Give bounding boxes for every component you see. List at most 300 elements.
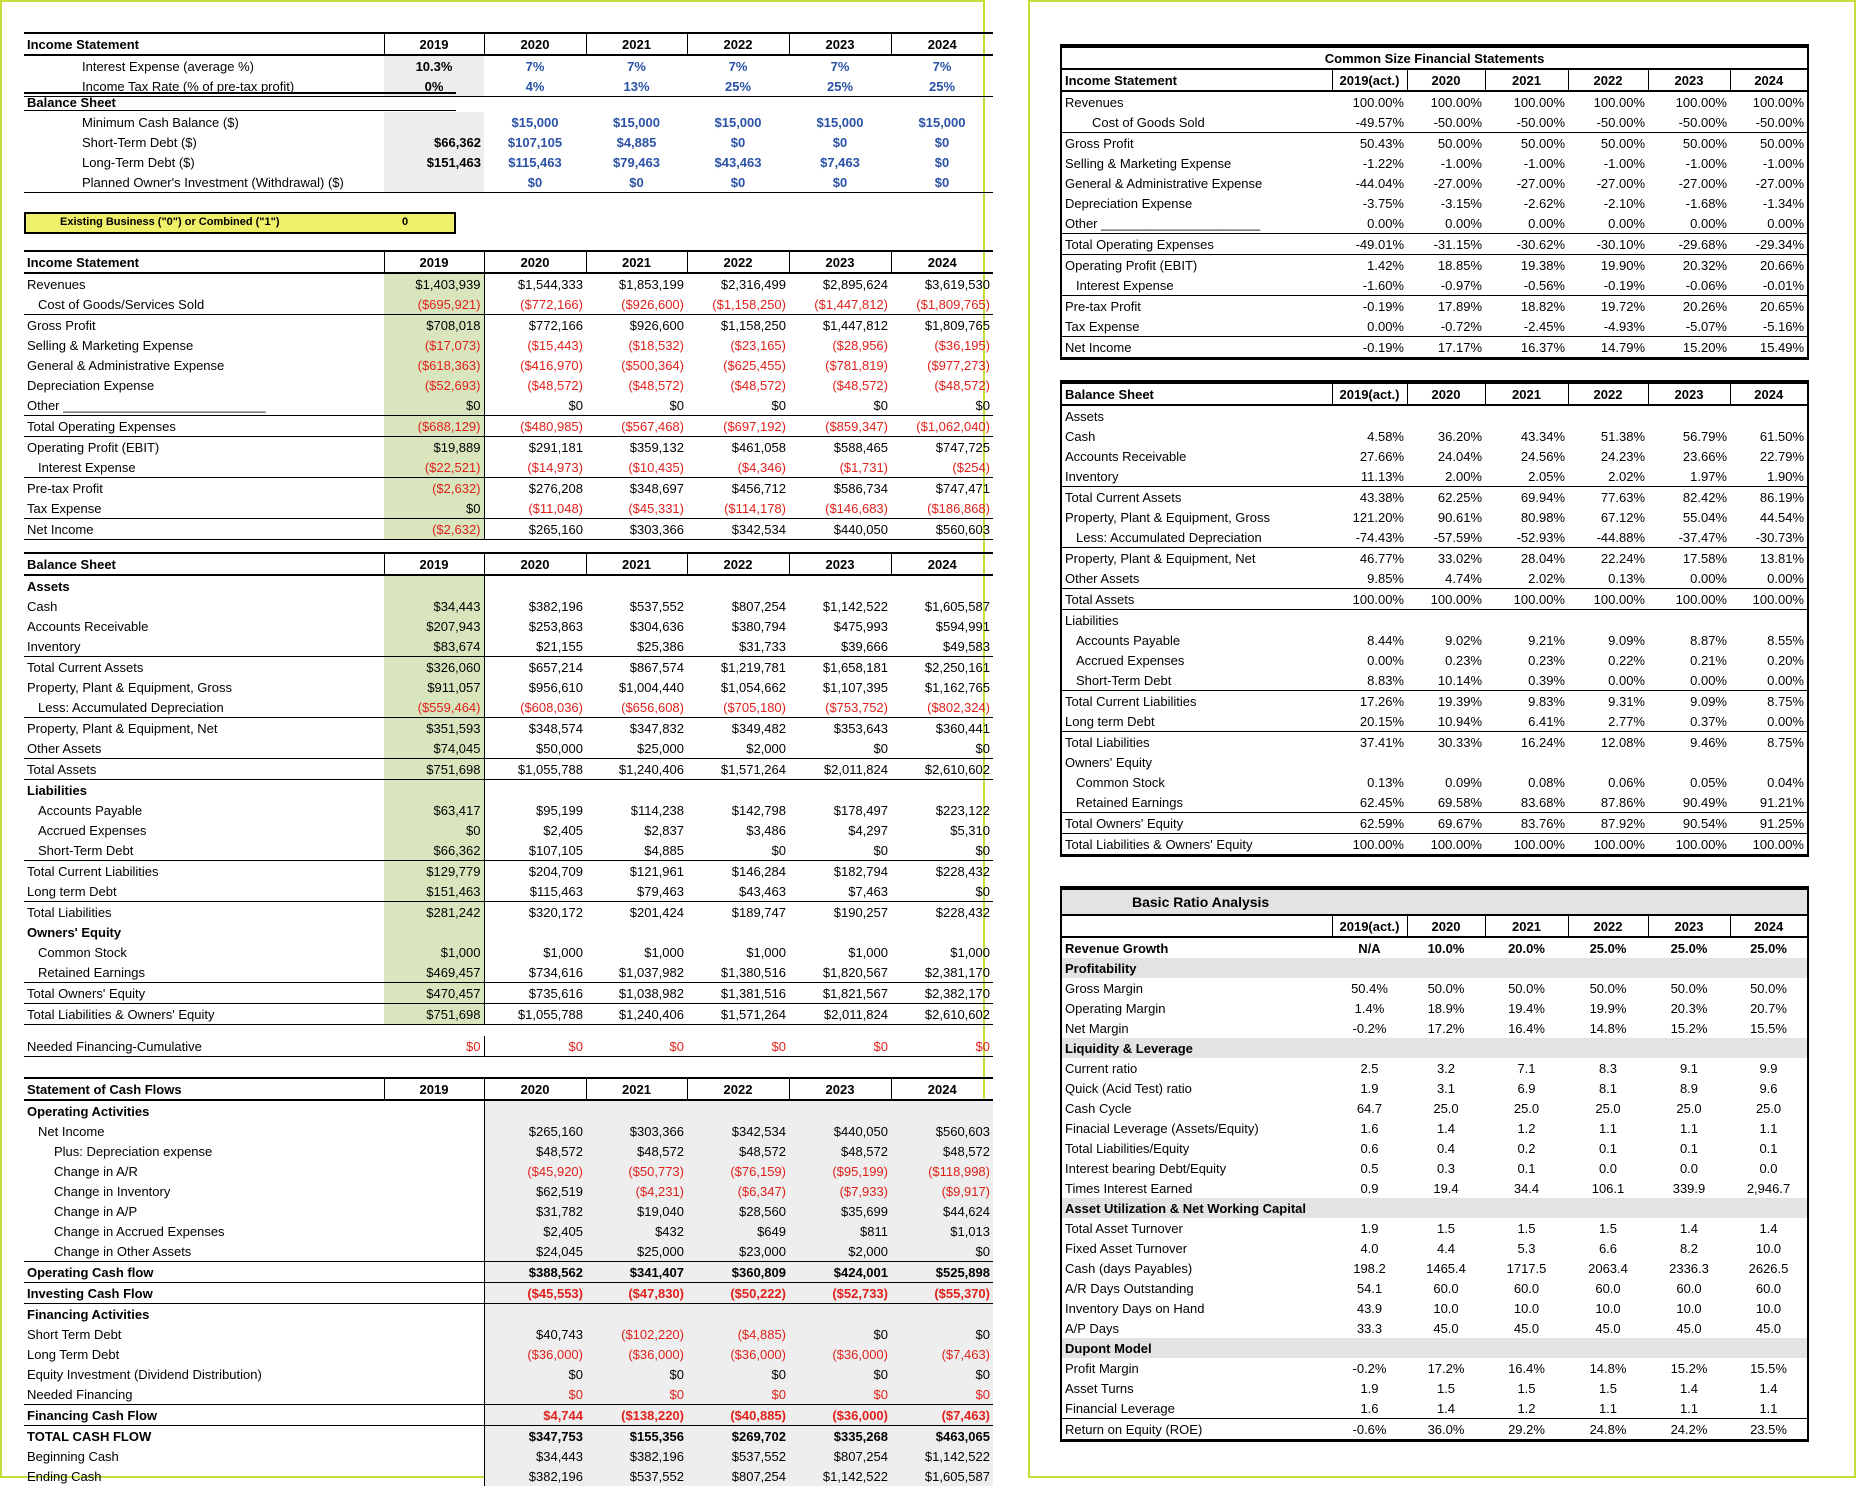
- table-row: [1062, 937, 1807, 958]
- cell-value: 10.94%: [1437, 713, 1482, 729]
- cell-value[interactable]: $0: [934, 154, 950, 170]
- cell-value: 0.4: [1436, 1140, 1456, 1156]
- cell-value: ($28,956): [832, 337, 888, 353]
- cell-value: $1,853,199: [618, 276, 684, 292]
- cell-value: ($695,921): [384, 294, 484, 315]
- cell-value: -29.34%: [1730, 234, 1807, 255]
- cell-value: $107,105: [484, 840, 586, 861]
- cell-value: 45.0: [1676, 1320, 1702, 1336]
- cell-value: [384, 780, 484, 801]
- table-row: [24, 1121, 993, 1141]
- cell-value: [687, 1100, 789, 1121]
- cell-value: ($47,830): [586, 1283, 687, 1304]
- cell-value: ($138,220): [586, 1405, 687, 1426]
- cell-value: 1.4: [1679, 1220, 1699, 1236]
- cell-value: 11.13%: [1360, 468, 1404, 484]
- cell-value: 17.89%: [1407, 296, 1485, 317]
- cell-value: 100.00%: [1730, 834, 1807, 855]
- common-size-balance-table-header-row: [1062, 383, 1807, 405]
- cell-value: ($608,036): [484, 697, 586, 718]
- table-row: [1062, 1158, 1807, 1178]
- table-row: [1062, 1338, 1807, 1358]
- cell-value: [384, 1262, 484, 1283]
- cell-value: 8.55%: [1767, 632, 1804, 648]
- header-year: 2021: [1485, 383, 1568, 405]
- header-label: [1062, 915, 1332, 937]
- table-row: [24, 1221, 993, 1241]
- cell-value: $807,254: [789, 1446, 891, 1466]
- row-label-retained-earnings: Retained Earnings: [38, 964, 145, 980]
- cell-value: 62.59%: [1332, 813, 1407, 834]
- cell-value[interactable]: $0: [484, 172, 586, 193]
- table-row: [24, 861, 993, 882]
- cell-value[interactable]: $0: [934, 134, 950, 150]
- cell-value: [384, 1221, 484, 1241]
- header-year: 2023: [789, 1078, 891, 1100]
- cell-value[interactable]: $15,000: [918, 114, 966, 130]
- cell-value[interactable]: $15,000: [613, 114, 660, 130]
- cell-value: $867,574: [586, 657, 687, 678]
- cell-value: ($7,933): [789, 1181, 891, 1201]
- cell-value: $48,572: [789, 1141, 891, 1161]
- cell-value: $2,895,624: [822, 276, 888, 292]
- row-label-change-in-a-p: Change in A/P: [54, 1203, 138, 1219]
- cell-value: $281,242: [384, 902, 484, 923]
- cell-value: -1.34%: [1762, 195, 1805, 211]
- row-label-total-owners-equity: Total Owners' Equity: [1062, 813, 1332, 834]
- cell-value: $440,050: [789, 519, 891, 540]
- needed-financing-table: [24, 1036, 993, 1057]
- cell-value: 0.09%: [1445, 774, 1482, 790]
- cell-value: $1,571,264: [687, 1004, 789, 1025]
- cell-value: [1730, 405, 1807, 426]
- cell-value: $807,254: [731, 598, 786, 614]
- cell-value: 8.3: [1598, 1060, 1618, 1076]
- cell-value: 1.4: [1436, 1120, 1456, 1136]
- cell-value[interactable]: $7,463: [820, 154, 860, 170]
- cell-value: 0.22%: [1608, 652, 1645, 668]
- cell-value[interactable]: 7%: [627, 58, 646, 74]
- table-row: [24, 1324, 993, 1344]
- cell-value: $48,572: [687, 1141, 789, 1161]
- cell-value: $1,403,939: [384, 273, 484, 294]
- table-row: [1062, 1018, 1807, 1038]
- cell-value: ($36,000): [789, 1344, 891, 1364]
- cell-value[interactable]: 7%: [932, 58, 952, 74]
- cell-value[interactable]: $0: [789, 172, 891, 193]
- cell-value: 60.0: [1676, 1280, 1702, 1296]
- balance-sheet-table: [24, 552, 993, 1025]
- row-label-accounts-receivable: Accounts Receivable: [1065, 448, 1187, 464]
- cell-value: 106.1: [1591, 1180, 1625, 1196]
- cell-value: 0.1: [1598, 1140, 1618, 1156]
- cell-value: 1.5: [1436, 1220, 1456, 1236]
- cell-value: $2,011,824: [789, 759, 891, 780]
- cell-value: $3,619,530: [924, 276, 990, 292]
- cell-value: ($15,443): [484, 335, 586, 355]
- cell-value: 0.13%: [1608, 570, 1645, 586]
- row-label-total-operating-expenses: Total Operating Expenses: [1062, 234, 1332, 255]
- cell-value: $649: [687, 1221, 789, 1241]
- row-label-other: Other ____________________________: [27, 397, 266, 413]
- cell-value[interactable]: 7%: [728, 58, 748, 74]
- row-label-assets: Assets: [1065, 408, 1105, 424]
- cell-value: 2.02%: [1608, 468, 1645, 484]
- row-label-general-administrative-expense: General & Administrative Expense: [1065, 175, 1263, 191]
- cell-value: $1,162,765: [924, 679, 990, 695]
- cell-value: 60.0: [1595, 1280, 1621, 1296]
- cell-value: $0: [873, 397, 888, 413]
- cell-value: ($6,347): [687, 1181, 789, 1201]
- cell-value: 28.04%: [1485, 548, 1568, 569]
- cell-value[interactable]: $107,105: [507, 134, 563, 150]
- table-row: [24, 1181, 993, 1201]
- cell-value: 18.85%: [1407, 255, 1485, 276]
- cell-value: [1332, 610, 1407, 631]
- cell-value: ($4,885): [687, 1324, 789, 1344]
- cell-value: $1,658,181: [789, 657, 891, 678]
- table-row: [1062, 1419, 1807, 1440]
- cell-value: 10.0: [1755, 1300, 1782, 1316]
- cell-value: 24.04%: [1437, 448, 1482, 464]
- cell-value[interactable]: $0: [891, 172, 993, 193]
- row-label-planned-owner-s-investment-withdrawal: Planned Owner's Investment (Withdrawal) ($): [24, 172, 384, 193]
- existing-business-value[interactable]: 0: [402, 216, 409, 228]
- cell-value: [1648, 1038, 1730, 1058]
- row-label-total-liabilities-owners-equity: Total Liabilities & Owners' Equity: [1062, 834, 1332, 855]
- cell-value: 1.1: [1759, 1120, 1778, 1136]
- table-row: [1062, 752, 1807, 772]
- cell-value: $1,821,567: [789, 983, 891, 1004]
- row-label-total-current-liabilities: Total Current Liabilities: [24, 861, 384, 882]
- cell-value: -1.00%: [1603, 155, 1645, 171]
- table-row: [1062, 1318, 1807, 1338]
- cell-value: ($500,364): [621, 357, 684, 373]
- cell-value: 27.66%: [1359, 448, 1404, 464]
- cell-value: ($688,129): [384, 416, 484, 437]
- cell-value: -30.10%: [1568, 234, 1648, 255]
- cell-value[interactable]: $0: [730, 134, 746, 150]
- row-label-cash: Cash: [27, 598, 58, 614]
- row-label-total-operating-expenses: Total Operating Expenses: [24, 416, 384, 437]
- cell-value[interactable]: $0: [687, 172, 789, 193]
- cell-value: 77.63%: [1568, 487, 1648, 508]
- cell-value: 6.41%: [1528, 713, 1565, 729]
- cell-value: $0: [891, 1241, 993, 1262]
- row-label-plus-depreciation-expense: Plus: Depreciation expense: [54, 1143, 213, 1159]
- row-label-property-plant-equipment-gross: Property, Plant & Equipment, Gross: [1065, 509, 1270, 525]
- cell-value: 0.13%: [1367, 774, 1404, 790]
- cell-value: 18.9%: [1427, 1000, 1465, 1016]
- cell-value: 67.12%: [1600, 509, 1645, 525]
- table-row: [1062, 1118, 1807, 1138]
- cell-value[interactable]: $15,000: [714, 114, 762, 130]
- row-label-short-term-debt: Short-Term Debt: [38, 842, 134, 858]
- cell-value: [484, 780, 586, 801]
- cell-value: 83.68%: [1520, 794, 1565, 810]
- cell-value: ($50,773): [586, 1161, 687, 1181]
- cell-value: 0.1: [1759, 1140, 1778, 1156]
- cell-value: -3.15%: [1440, 195, 1482, 211]
- row-label-less-accumulated-depreciation: Less: Accumulated Depreciation: [1076, 529, 1262, 545]
- header-year: 2020: [1407, 915, 1485, 937]
- cell-value: $146,284: [687, 861, 789, 882]
- cell-value: $1,158,250: [687, 315, 789, 336]
- table-row: [24, 1141, 993, 1161]
- cell-value: [1648, 405, 1730, 426]
- header-year: 2023: [1648, 69, 1730, 91]
- cell-value[interactable]: $15,000: [816, 114, 864, 130]
- cell-value: ($17,073): [384, 335, 484, 355]
- cell-value: $19,889: [384, 437, 484, 458]
- cell-value[interactable]: $0: [586, 172, 687, 193]
- table-row: [1062, 772, 1807, 792]
- cell-value: 0.0: [1759, 1160, 1778, 1176]
- cell-value: $204,709: [484, 861, 586, 882]
- cell-value: 1.4: [1759, 1220, 1778, 1236]
- cell-value: 2.02%: [1528, 570, 1565, 586]
- cell-value: 25.0%: [1670, 940, 1708, 956]
- cell-value: $228,432: [891, 861, 993, 882]
- cell-value: $178,497: [833, 802, 888, 818]
- row-label-beginning-cash: Beginning Cash: [27, 1448, 119, 1464]
- cell-value: ($52,733): [789, 1283, 891, 1304]
- header-year: 2019(act.): [1332, 69, 1407, 91]
- table-row: [1062, 405, 1807, 426]
- cell-value: $62,519: [484, 1181, 586, 1201]
- cell-value[interactable]: 7%: [830, 58, 850, 74]
- cell-value: [586, 1304, 687, 1325]
- cell-value: 0.00%: [1767, 215, 1805, 231]
- cell-value: ($4,346): [737, 459, 786, 475]
- table-row: [24, 1426, 993, 1447]
- cell-value: ($802,324): [927, 699, 990, 715]
- cell-value: 64.7: [1356, 1100, 1383, 1116]
- cell-value[interactable]: $151,463: [384, 152, 484, 172]
- cell-value[interactable]: 13%: [586, 76, 687, 97]
- assumptions-table-header-row: [24, 33, 993, 55]
- cell-value: 198.2: [1353, 1260, 1386, 1276]
- cell-value: ($48,572): [484, 375, 586, 395]
- cell-value[interactable]: 25%: [789, 76, 891, 97]
- row-label-total-assets: Total Assets: [24, 759, 384, 780]
- cell-value: $44,624: [891, 1201, 993, 1221]
- cell-value: [384, 1384, 484, 1405]
- cell-value: -0.19%: [1332, 296, 1407, 317]
- row-label-total-current-assets: Total Current Assets: [24, 657, 384, 678]
- cell-value: ($697,192): [687, 416, 789, 437]
- cell-value: $560,603: [891, 519, 993, 540]
- cell-value: 50.00%: [1407, 133, 1485, 154]
- cell-value: 0.1: [1679, 1140, 1699, 1156]
- cell-value: 1465.4: [1426, 1260, 1466, 1276]
- cell-value: ($186,868): [927, 500, 990, 516]
- cell-value: 9.9: [1759, 1060, 1778, 1076]
- table-row: [24, 457, 993, 478]
- cell-value: [384, 1405, 484, 1426]
- cell-value: $4,744: [484, 1405, 586, 1426]
- cell-value: 9.21%: [1528, 632, 1565, 648]
- cell-value: 29.2%: [1485, 1419, 1568, 1440]
- cell-value[interactable]: $79,463: [613, 154, 660, 170]
- cell-value: [1568, 1198, 1648, 1218]
- cell-value: $1,000: [384, 942, 484, 962]
- cell-value: $456,712: [687, 478, 789, 499]
- row-label-liabilities: Liabilities: [1065, 612, 1119, 628]
- cell-value: ($926,600): [586, 294, 687, 315]
- cell-value: 50.00%: [1568, 133, 1648, 154]
- table-row: [1062, 1238, 1807, 1258]
- cell-value: ($36,000): [789, 1405, 891, 1426]
- cell-value: [687, 780, 789, 801]
- cell-value: 1.97%: [1690, 468, 1727, 484]
- cell-value[interactable]: 25%: [687, 76, 789, 97]
- cell-value: $586,734: [789, 478, 891, 499]
- table-row: [24, 55, 993, 76]
- table-row: [24, 1364, 993, 1384]
- cell-value: 0.00%: [1528, 215, 1565, 231]
- row-label-operating-cash-flow: Operating Cash flow: [24, 1262, 384, 1283]
- row-label-financing-activities: Financing Activities: [27, 1306, 150, 1322]
- cell-value: $1,054,662: [720, 679, 786, 695]
- cell-value: [1485, 752, 1568, 772]
- cell-value: 69.58%: [1437, 794, 1482, 810]
- cell-value: ($48,572): [628, 377, 684, 393]
- cell-value: -30.62%: [1485, 234, 1568, 255]
- cell-value: $440,050: [789, 1121, 891, 1141]
- cell-value: $1,240,406: [586, 1004, 687, 1025]
- cell-value: 20.32%: [1648, 255, 1730, 276]
- cell-value[interactable]: $43,463: [714, 154, 762, 170]
- cell-value: [1485, 1038, 1568, 1058]
- cell-value: $83,674: [384, 636, 484, 657]
- cell-value[interactable]: 7%: [525, 58, 545, 74]
- cell-value: ($10,435): [628, 459, 684, 475]
- cell-value: $1,605,587: [924, 598, 990, 614]
- cell-value: 1.4: [1679, 1380, 1699, 1396]
- header-year: 2023: [1648, 915, 1730, 937]
- cell-value[interactable]: $66,362: [384, 132, 484, 152]
- row-label-gross-profit: Gross Profit: [1062, 133, 1332, 154]
- cell-value: 43.38%: [1332, 487, 1407, 508]
- cell-value: -44.04%: [1355, 175, 1404, 191]
- cell-value: $48,572: [891, 1141, 993, 1161]
- table-row: [1062, 234, 1807, 255]
- row-label-asset-turns: Asset Turns: [1065, 1380, 1134, 1396]
- cell-value: 0.9: [1360, 1180, 1379, 1196]
- cell-value: 50.0%: [1508, 980, 1545, 996]
- cell-value: -1.00%: [1685, 155, 1727, 171]
- existing-business-selector[interactable]: [24, 212, 456, 234]
- cell-value: $1,038,982: [586, 983, 687, 1004]
- cell-value: -44.88%: [1596, 529, 1645, 545]
- cell-value: [789, 575, 891, 596]
- cell-value: [384, 1241, 484, 1262]
- table-row: [24, 1384, 993, 1405]
- cell-value: [687, 1304, 789, 1325]
- cell-value: -0.97%: [1440, 277, 1482, 293]
- header-year: 2020: [484, 1078, 586, 1100]
- cell-value[interactable]: [384, 112, 484, 132]
- cell-value[interactable]: 10.3%: [384, 55, 484, 76]
- row-label-cash-days-payables: Cash (days Payables): [1065, 1260, 1193, 1276]
- cell-value: 0.00%: [1367, 215, 1404, 231]
- cell-value: 15.20%: [1648, 337, 1730, 358]
- cell-value: 0.04%: [1767, 774, 1804, 790]
- cell-value: 17.2%: [1427, 1020, 1465, 1036]
- cell-value: 10.0%: [1427, 940, 1465, 956]
- table-row: [24, 942, 993, 962]
- cell-value: 50.0%: [1750, 980, 1787, 996]
- cell-value: 100.00%: [1407, 834, 1485, 855]
- cell-value[interactable]: $15,000: [511, 114, 559, 130]
- header-label: Balance Sheet: [24, 553, 384, 575]
- cell-value: [1648, 1198, 1730, 1218]
- cell-value[interactable]: $115,463: [508, 154, 562, 170]
- cell-value[interactable]: 25%: [891, 76, 993, 97]
- cell-value: 1.1: [1759, 1400, 1778, 1416]
- header-year: 2022: [1568, 69, 1648, 91]
- cell-value: 8.44%: [1367, 632, 1404, 648]
- row-label-assets: Assets: [27, 578, 70, 594]
- cell-value: 100.00%: [1752, 94, 1805, 110]
- cell-value: $115,463: [484, 881, 586, 902]
- cell-value: [1730, 1038, 1807, 1058]
- cell-value: ($2,632): [384, 519, 484, 540]
- cell-value: -37.47%: [1678, 529, 1727, 545]
- cell-value: $291,181: [484, 437, 586, 458]
- cell-value: 43.9: [1356, 1300, 1383, 1316]
- row-label-property-plant-equipment-net: Property, Plant & Equipment, Net: [1062, 548, 1332, 569]
- header-year: 2019(act.): [1332, 383, 1407, 405]
- cell-value: [384, 1446, 484, 1466]
- header-year: 2024: [891, 251, 993, 273]
- cell-value: 33.02%: [1407, 548, 1485, 569]
- cell-value: $347,832: [586, 718, 687, 739]
- cell-value: ($45,331): [628, 500, 684, 516]
- cell-value: [384, 1466, 484, 1486]
- cell-value: 19.38%: [1485, 255, 1568, 276]
- cell-value: ($567,468): [586, 416, 687, 437]
- cell-value: $537,552: [629, 598, 684, 614]
- table-row: [1062, 691, 1807, 712]
- row-label-accrued-expenses: Accrued Expenses: [1076, 652, 1185, 668]
- cell-value: $50,000: [484, 738, 586, 759]
- cell-value[interactable]: $0: [832, 134, 848, 150]
- cell-value[interactable]: 4%: [484, 76, 586, 97]
- cell-value[interactable]: $4,885: [616, 134, 657, 150]
- cell-value: $0: [975, 842, 990, 858]
- cell-value: ($45,920): [484, 1161, 586, 1181]
- cell-value: 100.00%: [1485, 834, 1568, 855]
- cell-value[interactable]: 0%: [384, 76, 484, 97]
- cell-value: -74.43%: [1355, 529, 1404, 545]
- cell-value: [384, 1304, 484, 1325]
- cell-value: ($114,178): [724, 500, 786, 516]
- cell-value: 100.00%: [1407, 589, 1485, 610]
- table-row: [1062, 1398, 1807, 1419]
- row-label-cost-of-goods-sold: Cost of Goods Sold: [1092, 114, 1205, 130]
- cell-value[interactable]: [384, 172, 484, 193]
- cell-value: ($36,000): [687, 1344, 789, 1364]
- cell-value: 50.0%: [1427, 980, 1465, 996]
- cell-value: 20.26%: [1648, 296, 1730, 317]
- table-row: [24, 596, 993, 616]
- header-label: Statement of Cash Flows: [24, 1078, 384, 1100]
- cell-value: $1,000: [848, 944, 888, 960]
- cell-value: 8.1: [1598, 1080, 1618, 1096]
- row-label-operating-profit-ebit: Operating Profit (EBIT): [1062, 255, 1332, 276]
